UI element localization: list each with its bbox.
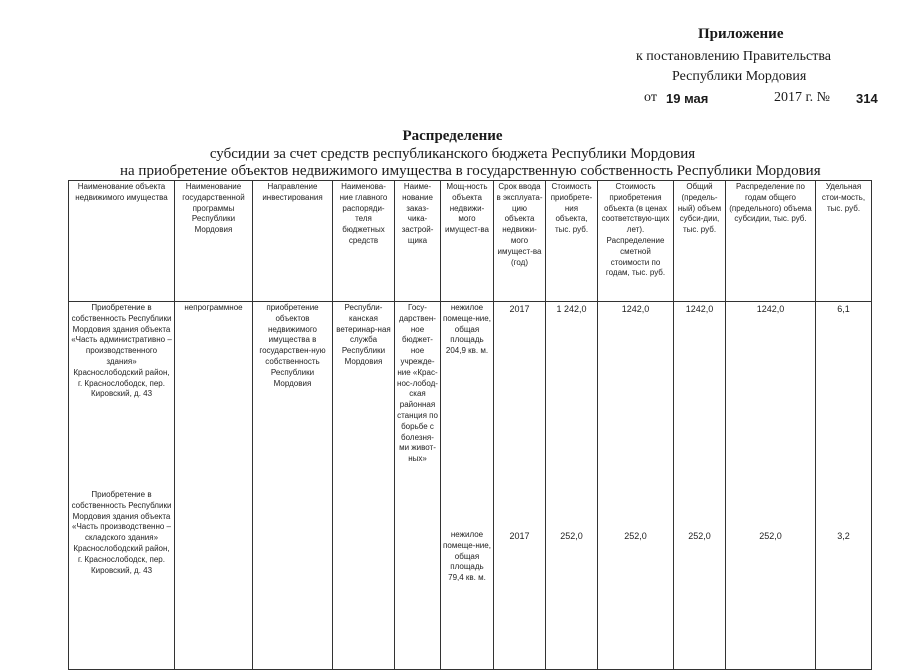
doc-subtitle-2: на приобретение объектов недвижимого имущества в государственную собственность Республики Мордовия [120, 163, 821, 179]
cell-capacity: нежилое помеще-ние, общая площадь 79,4 кв. м. [441, 490, 494, 670]
cell-customer-empty [395, 490, 441, 670]
appendix-label: Приложение [698, 26, 784, 42]
doc-subtitle-1: субсидии за счет средств республиканского бюджета Республики Мордовия [209, 146, 696, 162]
table-row [69, 490, 872, 670]
cell-cost-years: 1242,0 [598, 302, 674, 491]
cell-manager: Республи-канская ветеринар-ная служба Республики Мордовия [333, 302, 395, 491]
col-header-direction: Направление инвестирования [253, 181, 333, 302]
doc-number: 314 [856, 91, 878, 106]
cell-cost: 1 242,0 [546, 302, 598, 491]
cell-capacity: нежилое помеще-ние, общая площадь 204,9 кв. м. [441, 302, 494, 491]
cell-customer: Госу-дарствен-ное бюджет-ное учрежде-ние «Крас-нос-лобод-ская районная станция по борьбе с болезня-ми живот-ных» [395, 302, 441, 491]
col-header-object: Наименование объекта недвижимого имущества [69, 181, 175, 302]
col-header-capacity: Мощ-ность объекта недвижи-мого имущест-ва [441, 181, 494, 302]
cell-unit-cost: 6,1 [816, 302, 872, 491]
cell-subsidy: 1242,0 [674, 302, 726, 491]
cell-program-empty [175, 490, 253, 670]
decree-line-2: Республики Мордовия [672, 69, 807, 84]
col-header-unit-cost: Удельная стои-мость, тыс. руб. [816, 181, 872, 302]
col-header-program: Наименование государственной программы Республики Мордовия [175, 181, 253, 302]
cell-unit-cost: 3,2 [816, 490, 872, 670]
date-prefix: от [644, 90, 657, 105]
distribution-table [68, 180, 872, 670]
cell-subsidy: 252,0 [674, 490, 726, 670]
cell-object: Приобретение в собственность Республики Мордовия здания объекта «Часть административно – производственного здания» Краснослободский район, г. Краснослободск, пер. Кировский, д. 43 [69, 302, 175, 491]
col-header-subsidy-years: Распределение по годам общего (предельного) объема субсидии, тыс. руб. [726, 181, 816, 302]
cell-program: непрограммное [175, 302, 253, 491]
decree-line-1: к постановлению Правительства [636, 49, 832, 64]
doc-title: Распределение [402, 128, 503, 144]
col-header-subsidy: Общий (предель-ный) объем субси-дии, тыс. руб. [674, 181, 726, 302]
cell-manager-empty [333, 490, 395, 670]
cell-subsidy-years: 1242,0 [726, 302, 816, 491]
cell-direction-empty [253, 490, 333, 670]
cell-year: 2017 [494, 490, 546, 670]
date-year: 2017 г. № [774, 90, 831, 105]
col-header-cost: Стоимость приобрете-ния объекта, тыс. руб. [546, 181, 598, 302]
cell-object: Приобретение в собственность Республики Мордовия здания объекта «Часть производственно – складского здания» Краснослободский район, г. Краснослободск, пер. Кировский, д. 43 [69, 490, 175, 670]
cell-subsidy-years: 252,0 [726, 490, 816, 670]
cell-cost: 252,0 [546, 490, 598, 670]
col-header-cost-years: Стоимость приобретения объекта (в ценах соответствую-щих лет). Распределение сметной стоимости по годам, тыс. руб. [598, 181, 674, 302]
cell-cost-years: 252,0 [598, 490, 674, 670]
date-day-month: 19 мая [666, 91, 709, 106]
cell-year: 2017 [494, 302, 546, 491]
col-header-year: Срок ввода в эксплуата-цию объекта недвижи-мого имущест-ва (год) [494, 181, 546, 302]
table-header-row [69, 181, 872, 302]
col-header-customer: Наиме-нование заказ-чика-застрой-щика [395, 181, 441, 302]
cell-direction: приобретение объектов недвижимого имущества в государствен-ную собственность Республики Мордовия [253, 302, 333, 491]
table-row [69, 302, 872, 491]
col-header-manager: Наименова-ние главного распоряди-теля бюджетных средств [333, 181, 395, 302]
